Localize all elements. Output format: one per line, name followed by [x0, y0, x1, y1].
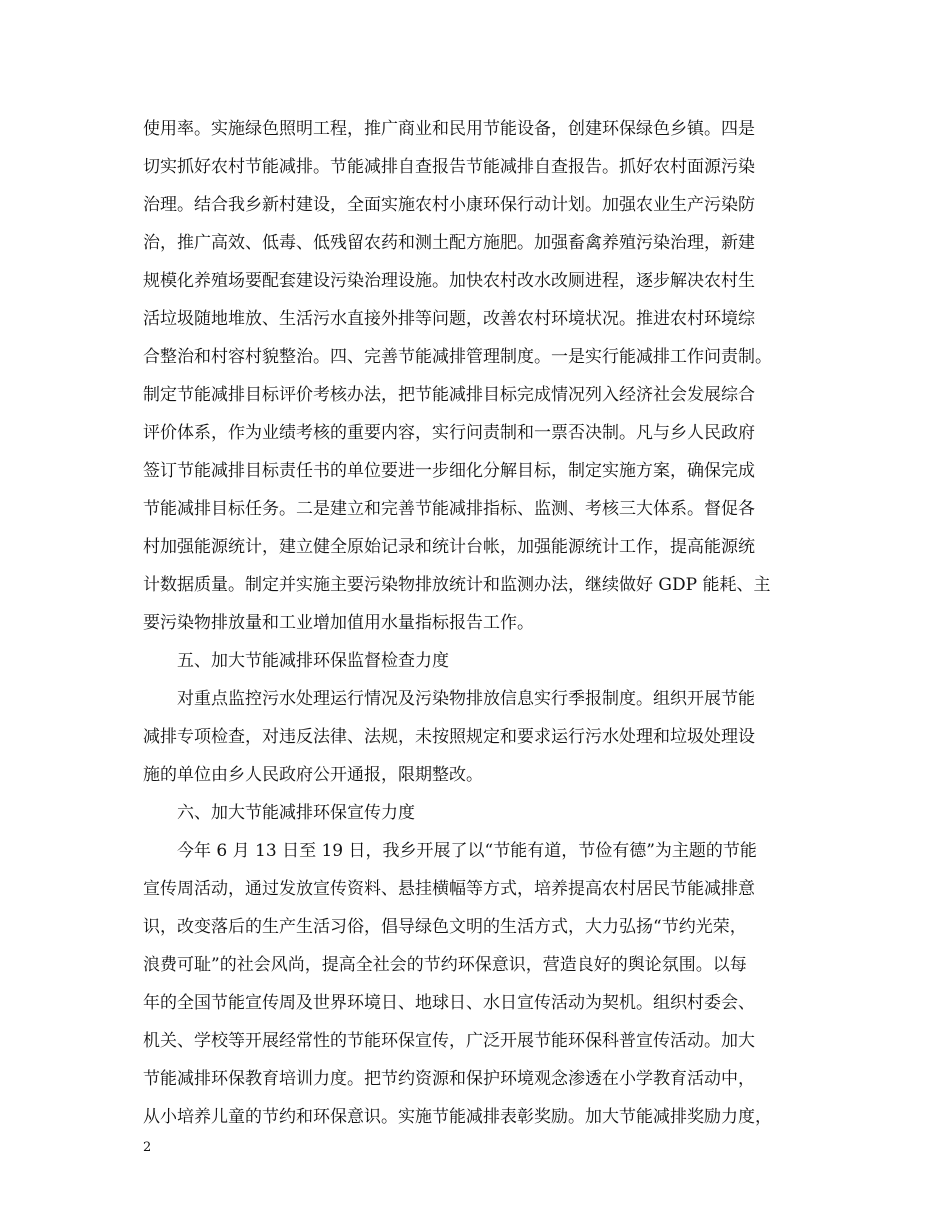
text-line: 减排专项检查，对违反法律、法规，未按照规定和要求运行污水处理和垃圾处理设 — [143, 727, 755, 747]
text-line: 治理。结合我乡新村建设，全面实施农村小康环保行动计划。加强农业生产污染防 — [143, 195, 755, 215]
text-line: 从小培养儿童的节约和环保意识。实施节能减排表彰奖励。加大节能减排奖励力度， — [143, 1107, 772, 1127]
text-line: 活垃圾随地堆放、生活污水直接外排等问题，改善农村环境状况。推进农村环境综 — [143, 309, 755, 329]
text-line: 施的单位由乡人民政府公开通报，限期整改。 — [143, 765, 483, 785]
text-line: 今年 6 月 13 日至 19 日，我乡开展了以“节能有道，节俭有德”为主题的节能 — [177, 841, 757, 861]
text-line: 治，推广高效、低毒、低残留农药和测土配方施肥。加强畜禽养殖污染治理，新建 — [143, 233, 755, 253]
text-line: 浪费可耻”的社会风尚，提高全社会的节约环保意识，营造良好的舆论氛围。以每 — [143, 955, 747, 975]
text-line: 使用率。实施绿色照明工程，推广商业和民用节能设备，创建环保绿色乡镇。四是 — [143, 119, 755, 139]
text-line: 切实抓好农村节能减排。节能减排自查报告节能减排自查报告。抓好农村面源污染 — [143, 157, 755, 177]
text-line: 机关、学校等开展经常性的节能环保宣传，广泛开展节能环保科普宣传活动。加大 — [143, 1031, 755, 1051]
text-line: 六、加大节能减排环保宣传力度 — [177, 803, 415, 823]
text-line: 对重点监控污水处理运行情况及污染物排放信息实行季报制度。组织开展节能 — [177, 689, 755, 709]
text-line: 合整治和村容村貌整治。四、完善节能减排管理制度。一是实行能减排工作问责制。 — [143, 347, 772, 367]
text-line: 五、加大节能减排环保监督检查力度 — [177, 651, 449, 671]
text-line: 规模化养殖场要配套建设污染治理设施。加快农村改水改厕进程，逐步解决农村生 — [143, 271, 755, 291]
text-line: 节能减排环保教育培训力度。把节约资源和保护环境观念渗透在小学教育活动中， — [143, 1069, 755, 1089]
text-line: 要污染物排放量和工业增加值用水量指标报告工作。 — [143, 613, 534, 633]
text-line: 签订节能减排目标责任书的单位要进一步细化分解目标，制定实施方案，确保完成 — [143, 461, 755, 481]
text-line: 节能减排目标任务。二是建立和完善节能减排指标、监测、考核三大体系。督促各 — [143, 499, 755, 519]
document-body — [143, 110, 833, 1136]
text-line: 宣传周活动，通过发放宣传资料、悬挂横幅等方式，培养提高农村居民节能减排意 — [143, 879, 755, 899]
text-line: 村加强能源统计，建立健全原始记录和统计台帐，加强能源统计工作，提高能源统 — [143, 537, 755, 557]
text-line: 年的全国节能宣传周及世界环境日、地球日、水日宣传活动为契机。组织村委会、 — [143, 993, 755, 1013]
text-line: 制定节能减排目标评价考核办法，把节能减排目标完成情况列入经济社会发展综合 — [143, 385, 755, 405]
text-line: 评价体系，作为业绩考核的重要内容，实行问责制和一票否决制。凡与乡人民政府 — [143, 423, 755, 443]
text-line: 识，改变落后的生产生活习俗，倡导绿色文明的生活方式，大力弘扬“节约光荣， — [143, 917, 747, 937]
text-line: 计数据质量。制定并实施主要污染物排放统计和监测办法，继续做好 GDP 能耗、主 — [143, 575, 771, 595]
page-number: 2 — [143, 1140, 152, 1155]
